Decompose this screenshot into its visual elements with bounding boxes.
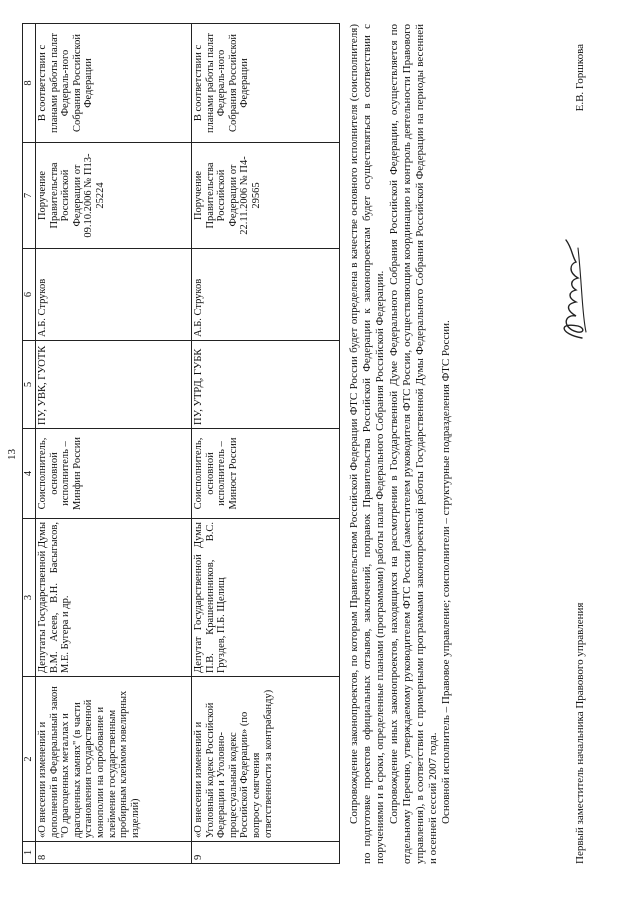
responsible-person: А.Б. Струков <box>192 249 340 341</box>
table-row <box>192 24 340 864</box>
header-cell: 8 <box>23 24 36 143</box>
note-paragraph: Сопровождение законопроектов, по которым Правительством Российской Федерации ФТС России будет определена в качестве основного исполнителя (соисполнителя) по подготовке проектов официальных отзывов, заключений, поправок Правительства Российской Федерации к законопроектам будет осуществляться в соответствии с поручениями и в сроки, определенные планами (программами) работы палат Федерального Собрания Российской Федерации. <box>348 24 387 864</box>
notes-section <box>348 24 454 864</box>
executor: Соисполнитель, основной исполнитель – Минюст России <box>192 429 340 519</box>
table-header-row <box>23 24 36 864</box>
header-cell: 6 <box>23 249 36 341</box>
header-cell: 4 <box>23 429 36 519</box>
basis-order: Поручение Правительства Российской Федерации от 22.11.2006 № П4-29565 <box>192 143 340 249</box>
divisions: ПУ, УВК, ГУОТК <box>36 341 192 429</box>
bill-initiator: Депутаты Государственной Думы В.М. Асеев, В.Н. Басыгысов, М.Е. Бугера и др. <box>36 519 192 677</box>
header-cell: 7 <box>23 143 36 249</box>
header-cell: 3 <box>23 519 36 677</box>
row-number: 9 <box>192 842 340 864</box>
header-cell: 2 <box>23 677 36 842</box>
signatory-name: Е.В. Горшкова <box>574 44 586 112</box>
deadline: В соответствии с планами работы палат Федераль-ного Собрания Российской Федерации <box>192 24 340 143</box>
signatory-title: Первый заместитель начальника Правового управления <box>574 602 586 864</box>
note-paragraph: Сопровождение иных законопроектов, находящихся на рассмотрении в Государственной Думе Федерального Собрания Российской Федерации, осуществляется по отдельному Перечню, утверждаемому руководителем ФТС России (заместителем руководителя ФТС России, осуществляющим координацию и контроль деятельности Правового управления), в соответствии с примерными программами законопроектной работы Государственной Думы Федерального Собрания Российской Федерации на периоды весенней и осенней сессий 2007 года. <box>387 24 440 864</box>
signature-block <box>552 24 592 864</box>
header-cell: 1 <box>23 842 36 864</box>
bill-title: «О внесении изменений и дополнений в Федеральный закон "О драгоценных металлах и драгоценных камнях" (в части установления государственной монополии на опробование и клеймение государственным пробирным клеймом ювелирных изделий) <box>36 677 192 842</box>
header-cell: 5 <box>23 341 36 429</box>
table-row <box>36 24 192 864</box>
responsible-person: А.Б. Струков <box>36 249 192 341</box>
page-number: 13 <box>6 449 18 460</box>
note-paragraph: Основной исполнитель – Правовое управление; соисполнители – структурные подразделения ФТС России. <box>440 320 453 824</box>
bill-title: «О внесении изменений и Уголовный кодекс Российской Федерации и Уголовно-процессуальный кодекс Российской Федерации» (по вопросу смягчения ответственности за контрабанду) <box>192 677 340 842</box>
bills-table <box>22 23 340 864</box>
bill-initiator: Депутат Государственной Думы П.В. Крашенинников, В.С. Груздев, П.Б. Щелищ <box>192 519 340 677</box>
handwritten-signature <box>552 234 592 344</box>
divisions: ПУ, УТРД, ГУБК <box>192 341 340 429</box>
basis-order: Поручение Правительства Российской Федерации от 09.10.2006 № П13-25224 <box>36 143 192 249</box>
row-number: 8 <box>36 842 192 864</box>
deadline: В соответствии с планами работы палат Федераль-ного Собрания Российской Федерации <box>36 24 192 143</box>
executor: Соисполнитель, основной исполнитель – Минфин России <box>36 429 192 519</box>
